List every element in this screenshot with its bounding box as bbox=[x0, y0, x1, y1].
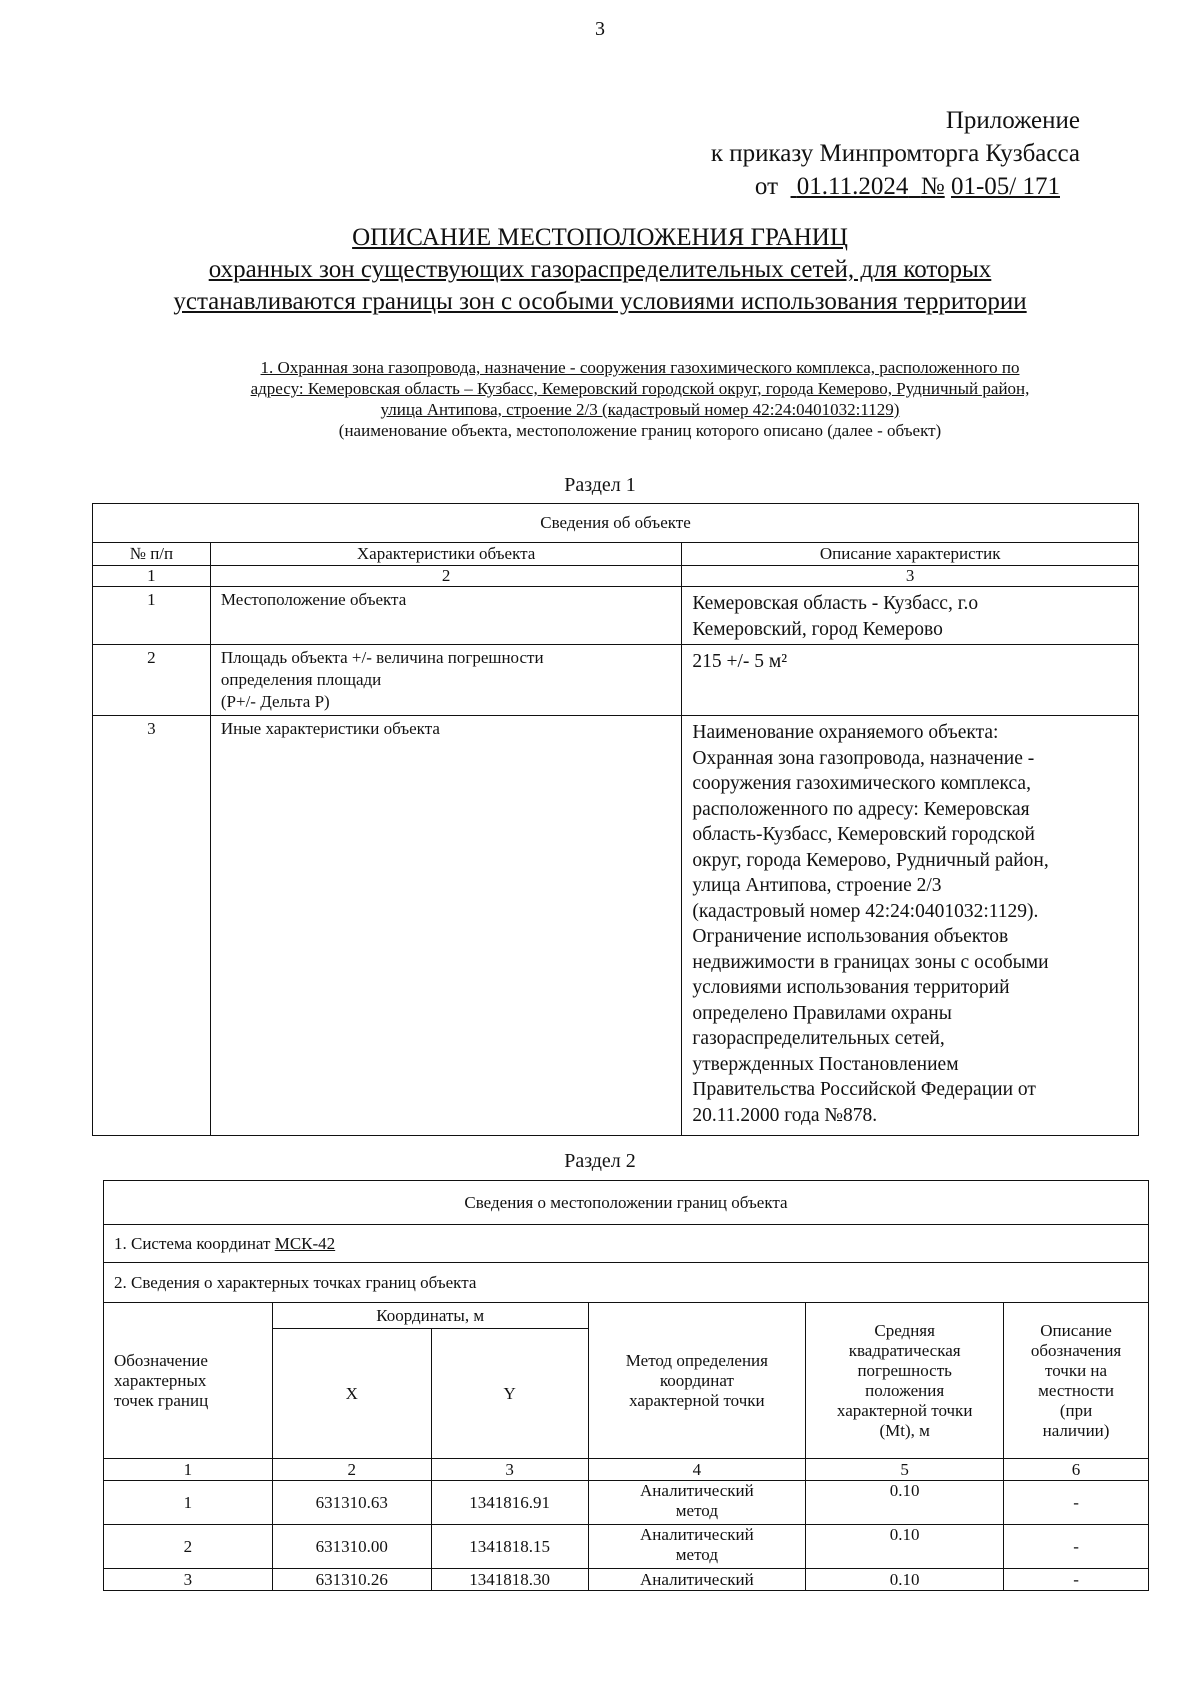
col-number: 1 bbox=[104, 1459, 273, 1481]
object-line1: 1. Охранная зона газопровода, назначение - сооружения газохимического комплекса, расположенного по bbox=[260, 358, 1020, 377]
col-number: 6 bbox=[1004, 1459, 1149, 1481]
point-y: 1341816.91 bbox=[431, 1481, 588, 1525]
header-error: Средняя квадратическая погрешность положения характерной точки (Мt), м bbox=[806, 1303, 1004, 1459]
col-number: 5 bbox=[806, 1459, 1004, 1481]
col-number: 1 bbox=[93, 566, 211, 587]
header-designation: Обозначение характерных точек границ bbox=[104, 1303, 273, 1459]
coord-system-value: МСК-42 bbox=[274, 1233, 336, 1253]
header-point-description: Описание обозначения точки на местности (при наличии) bbox=[1004, 1303, 1149, 1459]
point-desc: - bbox=[1004, 1481, 1149, 1525]
table-row bbox=[93, 587, 1139, 645]
header-description: Описание характеристик bbox=[682, 543, 1139, 566]
date-prefix: от bbox=[754, 173, 779, 200]
point-error: 0.10 bbox=[806, 1481, 1004, 1525]
header-y: Y bbox=[431, 1329, 588, 1459]
row-num: 3 bbox=[93, 716, 211, 1136]
table-row bbox=[93, 716, 1139, 1136]
title-line3: устанавливаются границы зон с особыми условиями использования территории bbox=[173, 288, 1027, 315]
header-x: X bbox=[272, 1329, 431, 1459]
point-y: 1341818.30 bbox=[431, 1569, 588, 1591]
object-description bbox=[160, 357, 1120, 441]
col-number: 2 bbox=[272, 1459, 431, 1481]
table-row bbox=[93, 645, 1139, 716]
col-number: 3 bbox=[431, 1459, 588, 1481]
row-desc: Кемеровская область - Кузбасс, г.о Кемеровский, город Кемерово bbox=[682, 587, 1139, 645]
table-row bbox=[104, 1481, 1149, 1525]
appendix-line2: к приказу Минпромторга Кузбасса bbox=[710, 140, 1080, 167]
appendix-date-line bbox=[711, 170, 1060, 203]
title-line2: охранных зон существующих газораспределительных сетей, для которых bbox=[208, 256, 992, 283]
point-id: 1 bbox=[104, 1481, 273, 1525]
row-num: 2 bbox=[93, 645, 211, 716]
col-number: 2 bbox=[210, 566, 682, 587]
order-date: 01.11.2024 bbox=[796, 173, 909, 200]
point-id: 2 bbox=[104, 1525, 273, 1569]
table-row bbox=[104, 1569, 1149, 1591]
point-x: 631310.00 bbox=[272, 1525, 431, 1569]
object-info-table bbox=[92, 503, 1139, 1136]
order-number: 01-05/ 171 bbox=[950, 173, 1060, 200]
appendix-block bbox=[711, 104, 1080, 203]
point-method: Аналитический метод bbox=[588, 1481, 806, 1525]
header-characteristics: Характеристики объекта bbox=[210, 543, 682, 566]
object-line2: адресу: Кемеровская область – Кузбасс, Кемеровский городской округ, города Кемерово, Рудничный район, bbox=[250, 379, 1030, 398]
point-x: 631310.26 bbox=[272, 1569, 431, 1591]
header-num: № п/п bbox=[93, 543, 211, 566]
appendix-line1: Приложение bbox=[945, 107, 1080, 134]
row-name: Площадь объекта +/- величина погрешности определения площади (Р+/- Дельта Р) bbox=[210, 645, 682, 716]
coord-system-row: 1. Система координат МСК-42 bbox=[104, 1225, 1149, 1263]
document-title bbox=[0, 222, 1200, 318]
col-number: 3 bbox=[682, 566, 1139, 587]
page-number: 3 bbox=[595, 18, 605, 40]
boundary-points-table bbox=[103, 1180, 1149, 1591]
row-desc: 215 +/- 5 м² bbox=[682, 645, 1139, 716]
section2-label: Раздел 2 bbox=[564, 1150, 636, 1172]
point-method: Аналитический bbox=[588, 1569, 806, 1591]
object-caption: (наименование объекта, местоположение границ которого описано (далее - объект) bbox=[338, 421, 942, 440]
point-x: 631310.63 bbox=[272, 1481, 431, 1525]
section2-table-title: Сведения о местоположении границ объекта bbox=[104, 1181, 1149, 1225]
col-number: 4 bbox=[588, 1459, 806, 1481]
table-row bbox=[104, 1525, 1149, 1569]
title-line1: ОПИСАНИЕ МЕСТОПОЛОЖЕНИЯ ГРАНИЦ bbox=[352, 224, 848, 251]
point-desc: - bbox=[1004, 1569, 1149, 1591]
point-desc: - bbox=[1004, 1525, 1149, 1569]
row-name: Местоположение объекта bbox=[210, 587, 682, 645]
point-error: 0.10 bbox=[806, 1569, 1004, 1591]
point-y: 1341818.15 bbox=[431, 1525, 588, 1569]
order-number-prefix: № bbox=[920, 173, 945, 200]
point-error: 0.10 bbox=[806, 1525, 1004, 1569]
header-method: Метод определения координат характерной точки bbox=[588, 1303, 806, 1459]
row-name: Иные характеристики объекта bbox=[210, 716, 682, 1136]
row-desc: Наименование охраняемого объекта: Охранная зона газопровода, назначение - сооружения газохимического комплекса, расположенного по адресу: Кемеровская область-Кузбасс, Кемеровский городской округ, города Кемерово, Рудничный район, улица Антипова, строение 2/3 (кадастровый номер 42:24:0401032:1129). Ограничение использования объектов недвижимости в границах зоны с особыми условиями использования территорий определено Правилами охраны газораспределительных сетей, утвержденных Постановлением Правительства Российской Федерации от 20.11.2000 года №878. bbox=[682, 716, 1139, 1136]
row-num: 1 bbox=[93, 587, 211, 645]
section1-table-title: Сведения об объекте bbox=[93, 504, 1139, 543]
point-id: 3 bbox=[104, 1569, 273, 1591]
section1-label: Раздел 1 bbox=[564, 474, 636, 496]
header-coords: Координаты, м bbox=[272, 1303, 588, 1329]
points-title: 2. Сведения о характерных точках границ объекта bbox=[104, 1263, 1149, 1303]
object-line3: улица Антипова, строение 2/3 (кадастровый номер 42:24:0401032:1129) bbox=[380, 400, 900, 419]
point-method: Аналитический метод bbox=[588, 1525, 806, 1569]
